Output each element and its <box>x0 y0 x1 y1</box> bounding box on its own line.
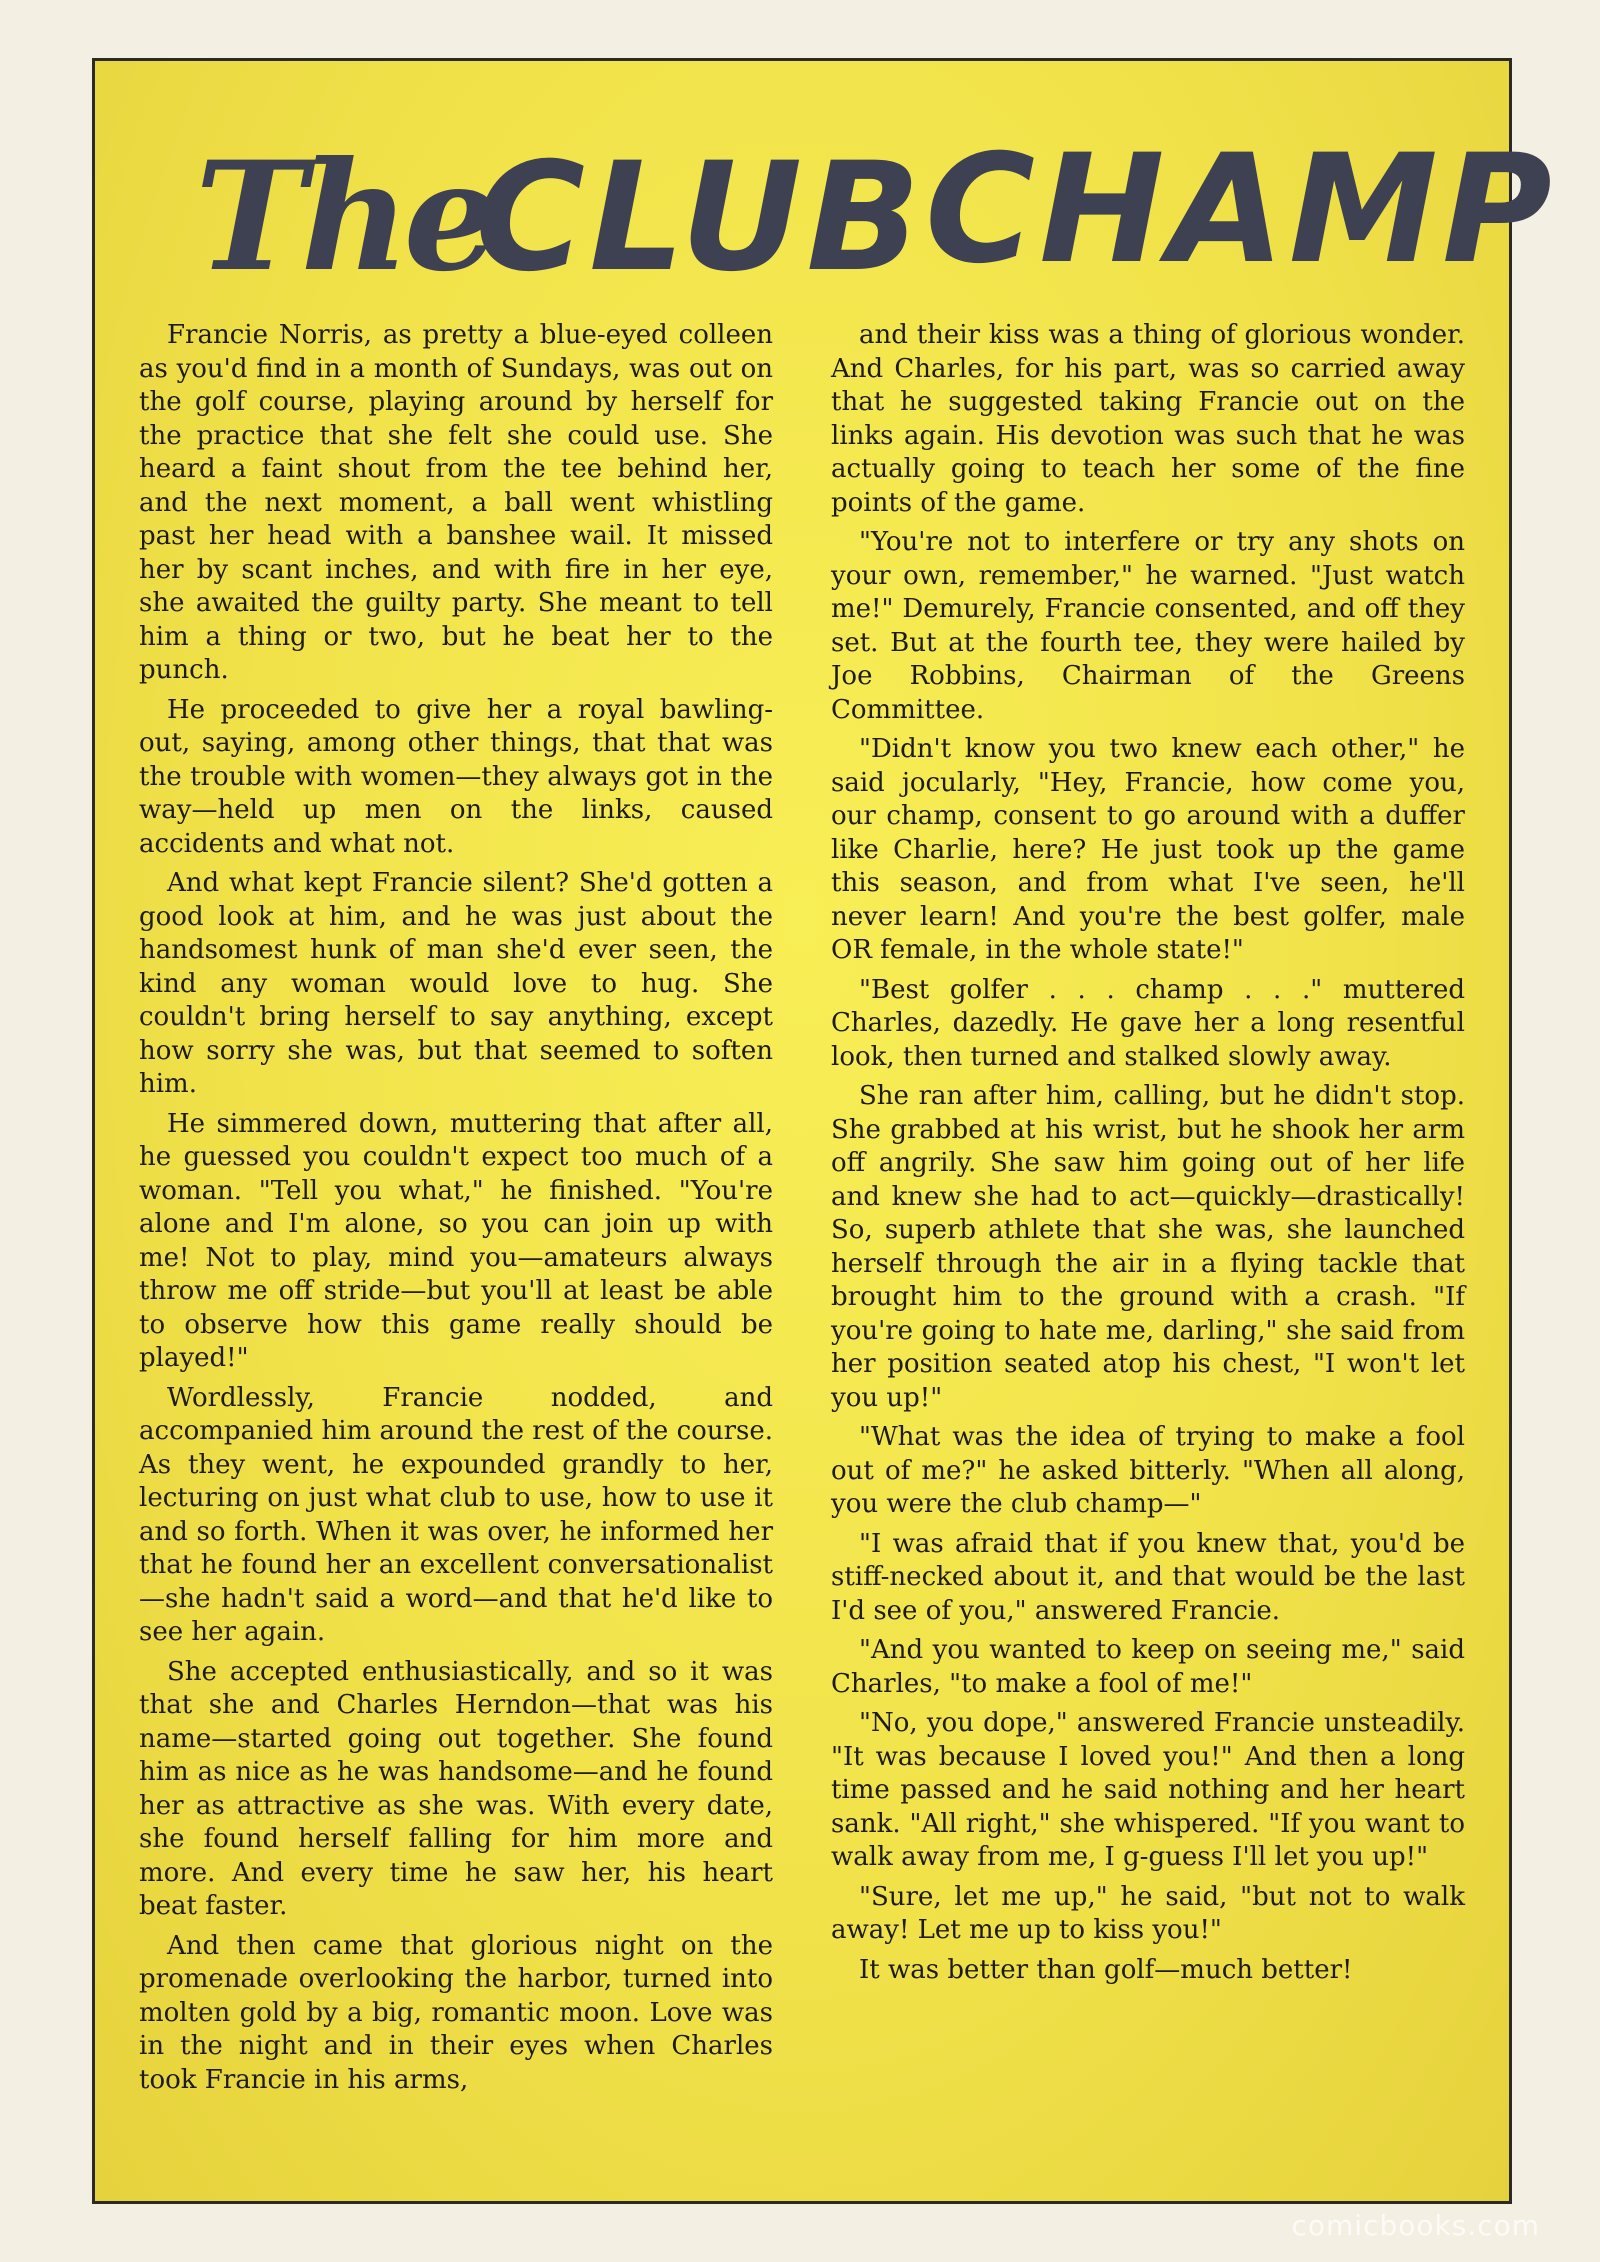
paragraph: He proceeded to give her a royal bawling-out, saying, among other things, that that was the trouble with women—they always got in the way—held up men on the links, caused accidents and what not. <box>139 694 773 859</box>
paragraph: "Sure, let me up," he said, "but not to walk away! Let me up to kiss you!" <box>831 1881 1465 1945</box>
paragraph: "Best golfer . . . champ . . ." muttered Charles, dazedly. He gave her a long resentful look, then turned and stalked slowly away. <box>831 974 1465 1072</box>
paragraph: And what kept Francie silent? She'd gotten a good look at him, and he was just about the handsomest hunk of man she'd ever seen, the kind any woman would love to hug. She couldn't bring herself to say anything, except how sorry she was, but that seemed to soften him. <box>139 868 773 1099</box>
paragraph: Francie Norris, as pretty a blue-eyed colleen as you'd find in a month of Sundays, was out on the golf course, playing around by herself for the practice that she felt she could use. She heard a faint shout from the tee behind her, and the next moment, a ball went whistling past her head with a banshee wail. It missed her by scant inches, and with fire in her eye, she awaited the guilty party. She meant to tell him a thing or two, but he beat her to the punch. <box>139 320 773 685</box>
watermark: comicbooks.com <box>1291 2209 1540 2242</box>
paragraph: "And you wanted to keep on seeing me," said Charles, "to make a fool of me!" <box>831 1635 1465 1699</box>
paragraph: She accepted enthusiastically, and so it was that she and Charles Herndon—that was his name—started going out together. She found him as nice as he was handsome—and he found her as attractive as she was. With every date, she found herself falling for him more and more. And every time he saw her, his heart beat faster. <box>139 1656 773 1921</box>
paragraph: "No, you dope," answered Francie unsteadily. "It was because I loved you!" And then a long time passed and he said nothing and her heart sank. "All right," she whispered. "If you want to walk away from me, I g-guess I'll let you up!" <box>831 1708 1465 1872</box>
paragraph: "Didn't know you two knew each other," he said jocularly, "Hey, Francie, how come you, our champ, consent to go around with a duffer like Charlie, here? He just took up the game this season, and from what I've seen, he'll never learn! And you're the best golfer, male OR female, in the whole state!" <box>831 734 1465 965</box>
paragraph: It was better than golf—much better! <box>859 1954 1353 1985</box>
text-column-right <box>831 319 1465 1993</box>
title-word-club: CLUB <box>475 131 925 305</box>
paragraph: And then came that glorious night on the promenade overlooking the harbor, turned into molten gold by a big, romantic moon. Love was in the night and in their eyes when Charles took Francie in his arms, <box>139 1930 773 2095</box>
paragraph: He simmered down, muttering that after all, he guessed you couldn't expect too much of a woman. "Tell you what," he finished. "You're alone and I'm alone, so you can join up with me! Not to play, mind you—amateurs always throw me off stride—but you'll at least be able to observe how this game really should be played!" <box>139 1108 773 1373</box>
paragraph: "I was afraid that if you knew that, you'd be stiff-necked about it, and that would be the last I'd see of you," answered Francie. <box>831 1528 1465 1626</box>
story-panel <box>92 58 1556 2204</box>
title-word-champ: CHAMP <box>925 123 1556 297</box>
paragraph: Wordlessly, Francie nodded, and accompanied him around the rest of the course. As they went, he expounded grandly to her, lecturing on just what club to use, how to use it and so forth. When it was over, he informed her that he found her an excellent conversationalist—she hadn't said a word—and that he'd like to see her again. <box>139 1382 773 1647</box>
paragraph: and their kiss was a thing of glorious wonder. And Charles, for his part, was so carried away that he suggested taking Francie out on the links again. His devotion was such that he was actually going to teach her some of the fine points of the game. <box>831 320 1465 518</box>
text-column-left <box>139 319 773 2103</box>
paragraph: She ran after him, calling, but he didn't stop. She grabbed at his wrist, but he shook her arm off angrily. She saw him going out of her life and knew she had to act—quickly—drastically! So, superb athlete that she was, she launched herself through the air in a flying tackle that brought him to the ground with a crash. "If you're going to hate me, darling," she said from her position seated atop his chest, "I won't let you up!" <box>831 1081 1465 1413</box>
paragraph: "What was the idea of trying to make a fool out of me?" he asked bitterly. "When all along, you were the club champ—" <box>831 1422 1465 1519</box>
story-title <box>155 101 1556 331</box>
title-word-the: The <box>195 129 494 305</box>
paragraph: "You're not to interfere or try any shots on your own, remember," he warned. "Just watch me!" Demurely, Francie consented, and off they set. But at the fourth tee, they were hailed by Joe Robbins, Chairman of the Greens Committee. <box>831 527 1465 725</box>
